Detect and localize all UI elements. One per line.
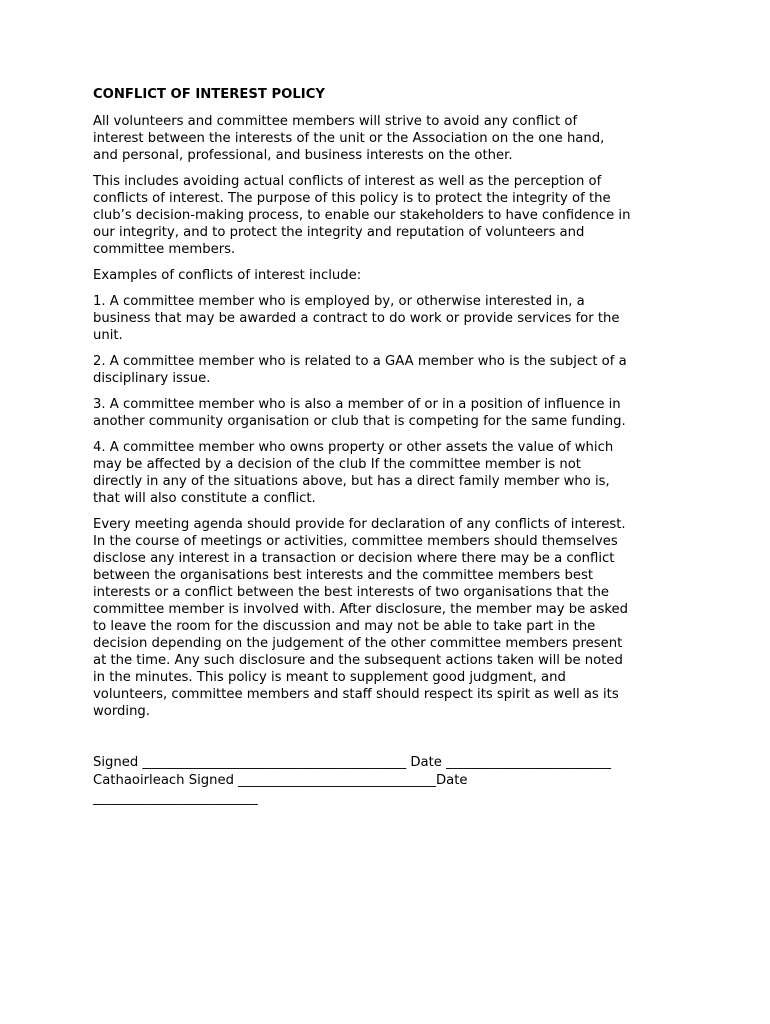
intro-paragraph: All volunteers and committee members will strive to avoid any conflict of interest between the interests of the unit or the Association on the one hand, and personal, professional, and business interests on the other.: [93, 114, 605, 163]
example-item-2: 2. A committee member who is related to a GAA member who is the subject of a disciplinary issue.: [93, 354, 627, 386]
document-body: [93, 86, 683, 808]
signature-lines: Signed ________________________________________ Date _________________________ Cathaoirleach Signed ______________________________Date _________________________: [93, 755, 611, 806]
purpose-paragraph: This includes avoiding actual conflicts of interest as well as the perception of conflicts of interest. The purpose of this policy is to protect the integrity of the club’s decision-making process, to enable our stakeholders to have confidence in our integrity, and to protect the integrity and reputation of volunteers and committee members.: [93, 174, 631, 257]
example-item-4: 4. A committee member who owns property or other assets the value of which may be affected by a decision of the club If the committee member is not directly in any of the situations above, but has a direct family member who is, that will also constitute a conflict.: [93, 440, 614, 506]
example-item-3: 3. A committee member who is also a member of or in a position of influence in another community organisation or club that is competing for the same funding.: [93, 397, 626, 429]
example-item-1: 1. A committee member who is employed by, or otherwise interested in, a business that may be awarded a contract to do work or provide services for the unit.: [93, 294, 620, 343]
examples-heading: Examples of conflicts of interest include:: [93, 268, 362, 283]
declaration-paragraph: Every meeting agenda should provide for declaration of any conflicts of interest. In the course of meetings or activities, committee members should themselves disclose any interest in a transaction or decision where there may be a conflict between the organisations best interests and the committee members best interests or a conflict between the best interests of two organisations that the committee member is involved with. After disclosure, the member may be asked to leave the room for the discussion and may not be able to take part in the decision depending on the judgement of the other committee members present at the time. Any such disclosure and the subsequent actions taken will be noted in the minutes. This policy is meant to supplement good judgment, and volunteers, committee members and staff should respect its spirit as well as its wording.: [93, 517, 629, 719]
document-title: CONFLICT OF INTEREST POLICY: [93, 87, 325, 102]
